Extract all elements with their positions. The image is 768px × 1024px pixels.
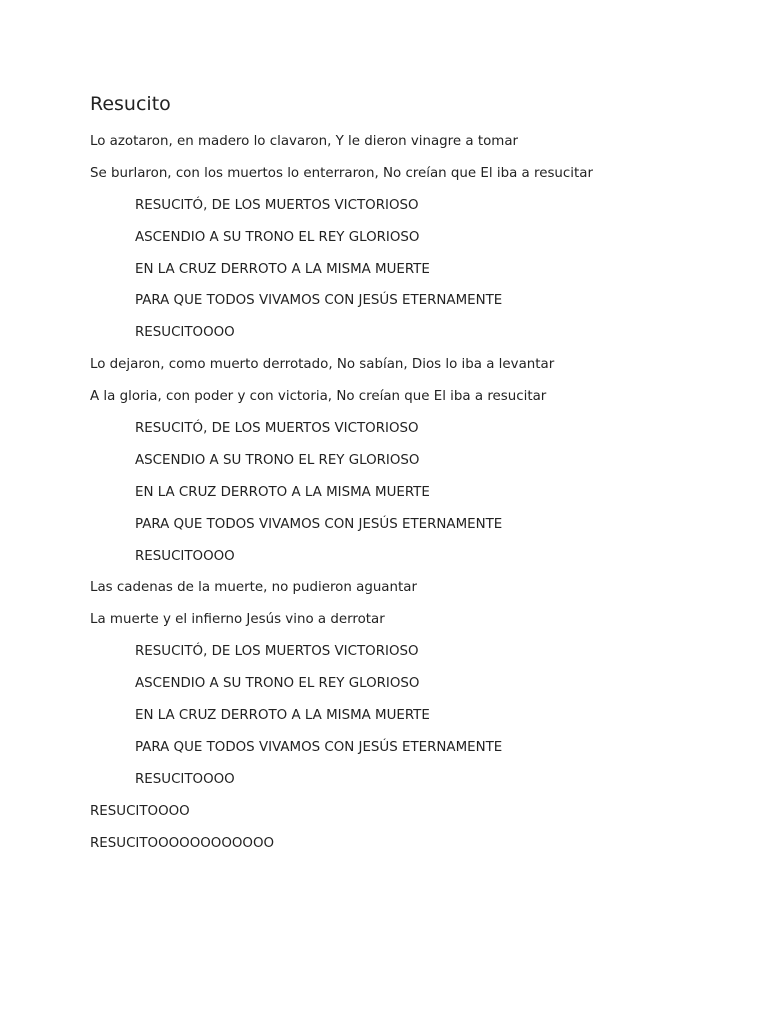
verse-line: Las cadenas de la muerte, no pudieron aguantar <box>90 580 417 596</box>
verse-line: La muerte y el infierno Jesús vino a derrotar <box>90 612 385 628</box>
chorus-line: PARA QUE TODOS VIVAMOS CON JESÚS ETERNAMENTE <box>135 516 503 532</box>
chorus-line: ASCENDIO A SU TRONO EL REY GLORIOSO <box>135 452 420 468</box>
chorus-line: RESUCITÓ, DE LOS MUERTOS VICTORIOSO <box>135 421 419 437</box>
chorus-line: RESUCITOOOO <box>135 325 235 341</box>
verse-line: Lo dejaron, como muerto derrotado, No sabían, Dios lo iba a levantar <box>90 357 555 373</box>
chorus-line: RESUCITÓ, DE LOS MUERTOS VICTORIOSO <box>135 197 419 213</box>
verse-line: Se burlaron, con los muertos lo enterraron, No creían que El iba a resucitar <box>90 165 593 181</box>
chorus-line: EN LA CRUZ DERROTO A LA MISMA MUERTE <box>135 484 430 500</box>
chorus-line: RESUCITÓ, DE LOS MUERTOS VICTORIOSO <box>135 644 419 660</box>
document-title: Resucito <box>90 93 171 115</box>
verse-line: RESUCITOOOO <box>90 803 190 819</box>
chorus-line: EN LA CRUZ DERROTO A LA MISMA MUERTE <box>135 708 430 724</box>
lyrics-body <box>90 132 750 865</box>
chorus-line: RESUCITOOOO <box>135 771 235 787</box>
chorus-line: ASCENDIO A SU TRONO EL REY GLORIOSO <box>135 229 420 245</box>
chorus-line: PARA QUE TODOS VIVAMOS CON JESÚS ETERNAMENTE <box>135 293 503 309</box>
verse-line: Lo azotaron, en madero lo clavaron, Y le dieron vinagre a tomar <box>90 134 519 149</box>
verse-line: A la gloria, con poder y con victoria, No creían que El iba a resucitar <box>90 389 547 405</box>
chorus-line: PARA QUE TODOS VIVAMOS CON JESÚS ETERNAMENTE <box>135 739 503 755</box>
chorus-line: RESUCITOOOO <box>135 548 235 564</box>
chorus-line: ASCENDIO A SU TRONO EL REY GLORIOSO <box>135 676 420 692</box>
verse-line: RESUCITOOOOOOOOOOOO <box>90 835 275 851</box>
chorus-line: EN LA CRUZ DERROTO A LA MISMA MUERTE <box>135 261 430 277</box>
